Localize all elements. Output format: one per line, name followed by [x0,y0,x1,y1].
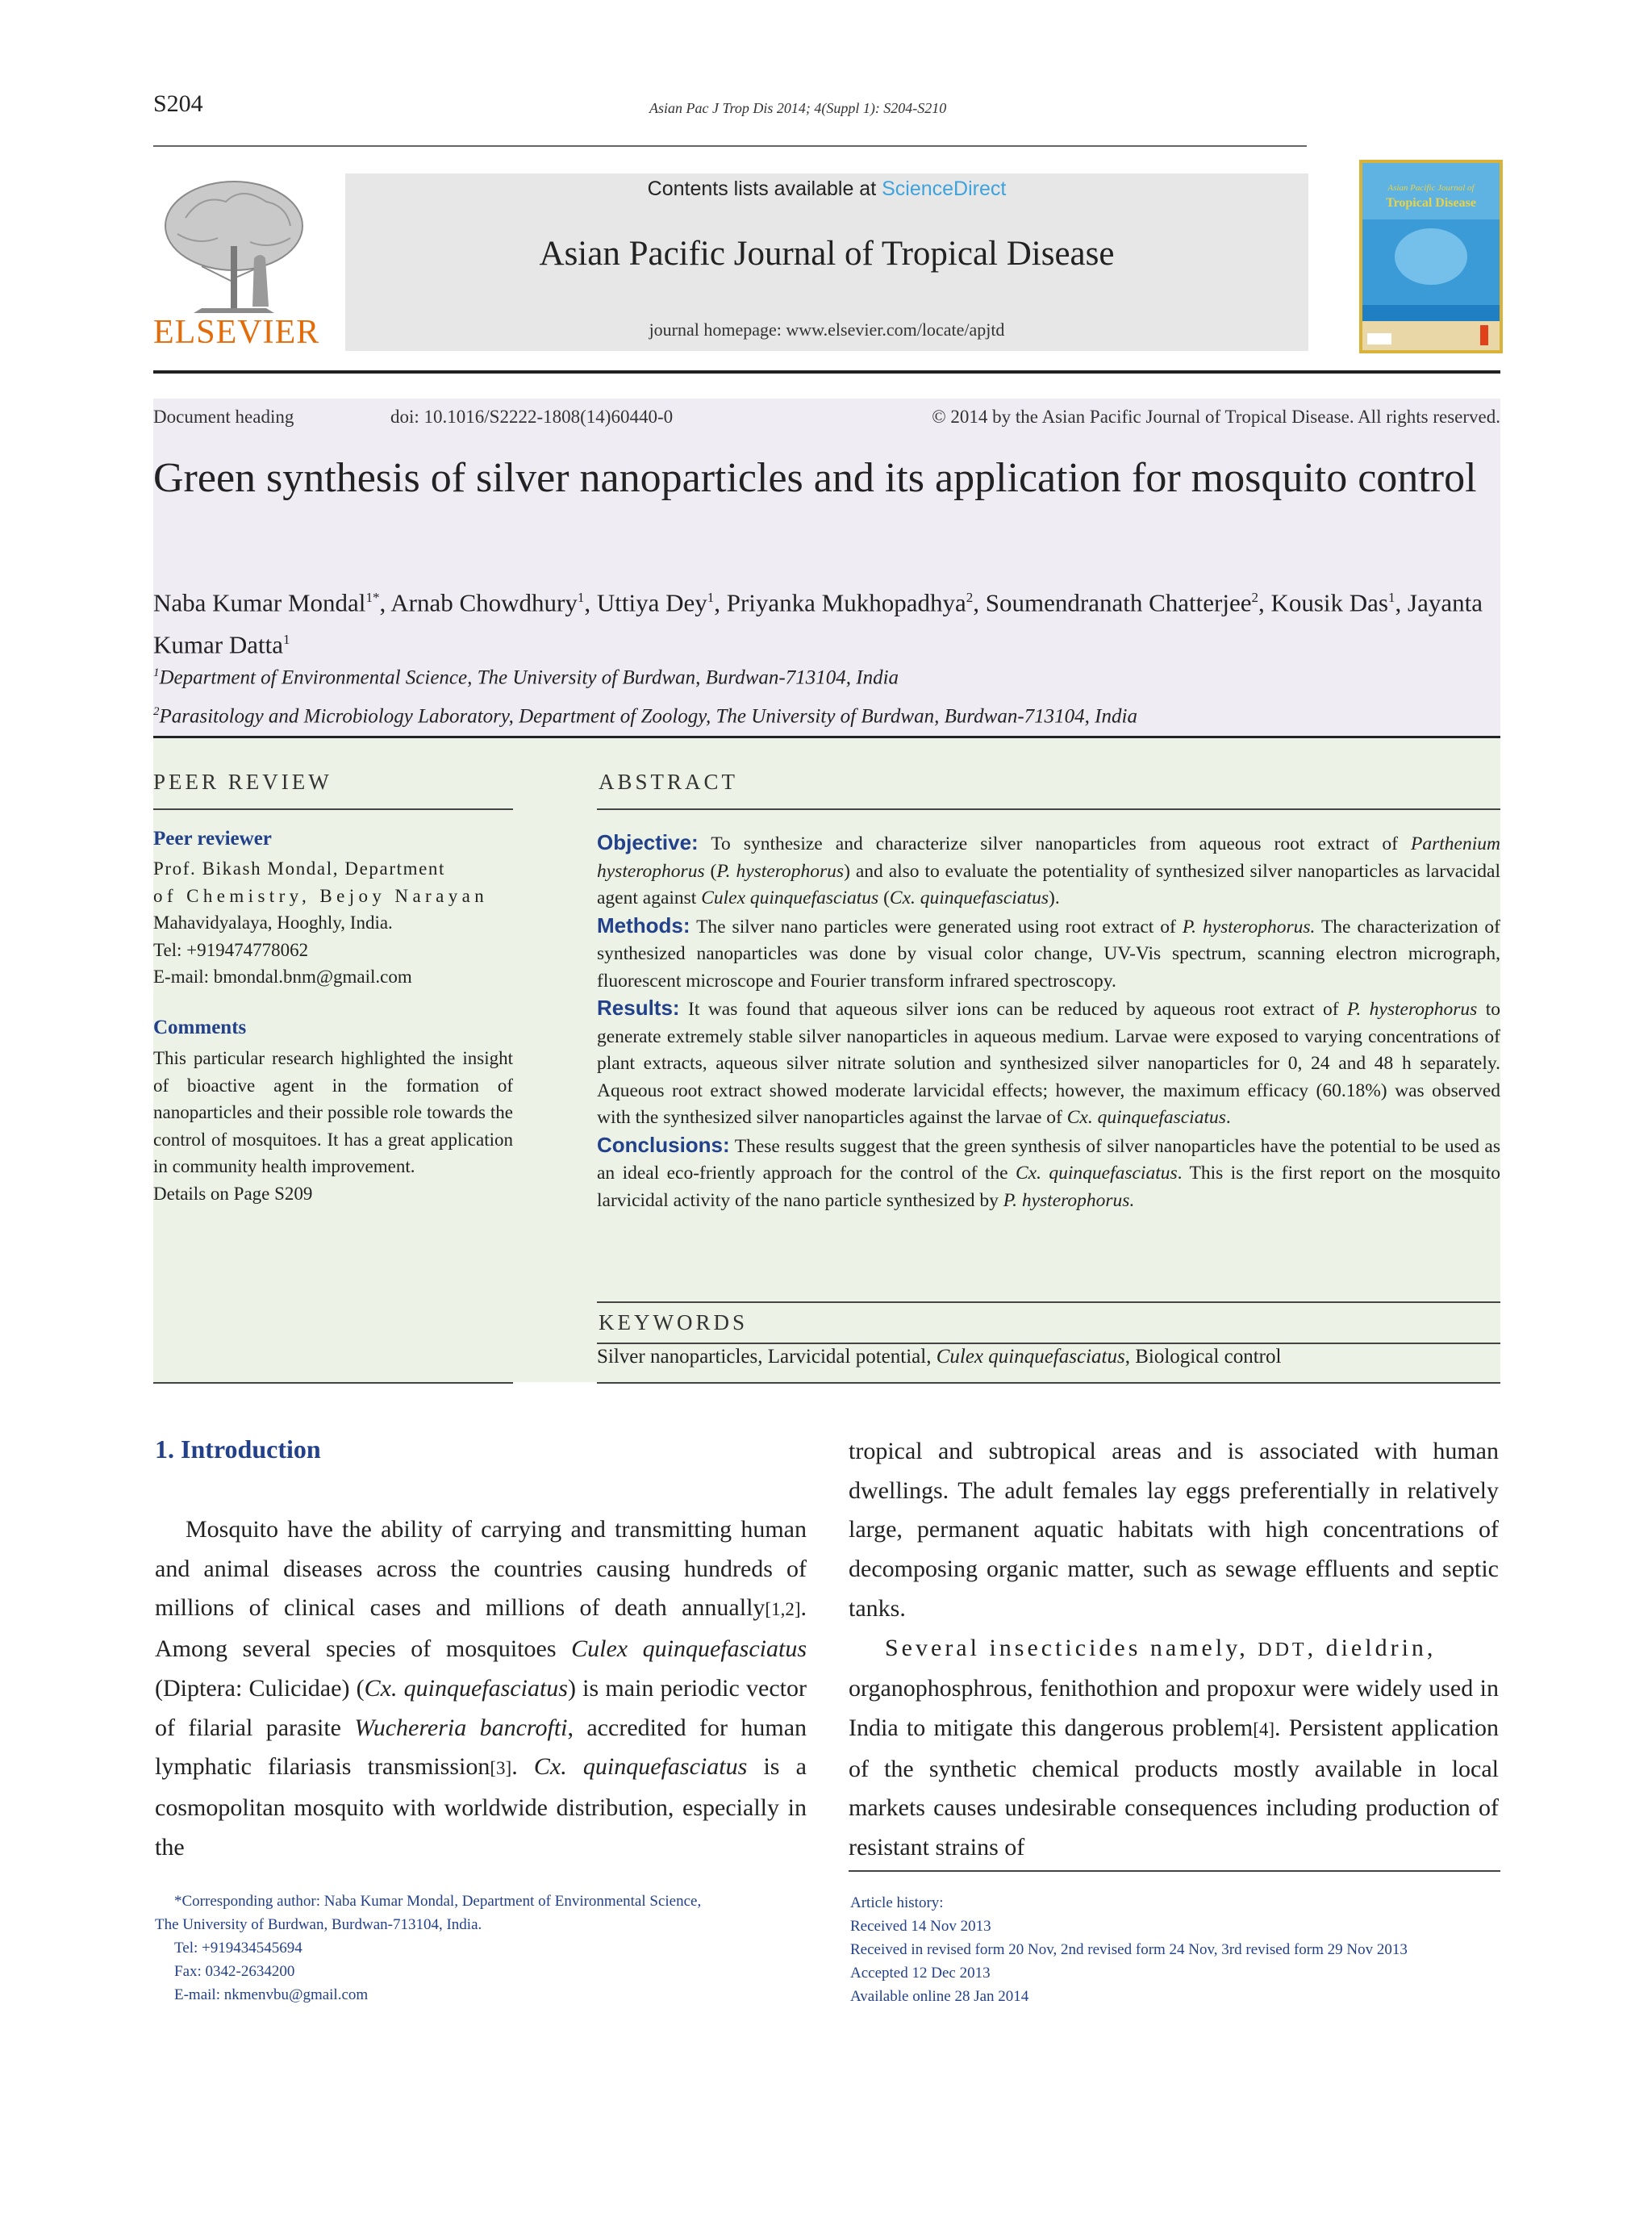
author-name: Arnab Chowdhury [390,588,578,617]
journal-homepage[interactable]: journal homepage: www.elsevier.com/locate/apjtd [649,319,1005,340]
header-rule [153,145,1307,147]
abstract-text [597,829,1500,1214]
journal-cover-image [1359,160,1503,353]
author-affil-mark: 1 [707,590,715,605]
body-text: , accredited for human lymphatic filariasis transmission [155,1714,807,1781]
species-abbr: Cx. quinquefasciatus [533,1753,748,1781]
section-heading-introduction: 1. Introduction [155,1435,321,1464]
history-online: Available online 28 Jan 2014 [850,1988,1029,2005]
author-affil-mark: 1 [577,590,585,605]
corresponding-line: *Corresponding author: Naba Kumar Mondal, Department of Environmental Science, [174,1893,702,1910]
peer-review-rule [153,808,513,810]
body-text: DDT [1258,1639,1308,1660]
citation[interactable]: [4] [1253,1719,1275,1739]
keywords-top-rule [597,1301,1500,1303]
parasite-name: Wuchereria bancrofti [354,1714,568,1741]
peer-review-bottom-rule [153,1382,513,1384]
author-name: Priyanka Mukhopadhya [726,588,966,617]
species-abbr: Cx. quinquefasciatus [1066,1107,1226,1128]
affiliation-text: Department of Environmental Science, The University of Burdwan, Burdwan-713104, India [159,666,899,689]
history-accepted: Accepted 12 Dec 2013 [850,1965,991,1982]
intro-paragraph-2-first-line [849,1629,1499,1670]
author-name: Naba Kumar Mondal [153,588,366,617]
body-text: (Diptera: Culicidae) ( [155,1674,365,1702]
abstract-text-run: to generate extremely stable silver nanoparticles in aqueous medium. Larvae were exposed to varying concentrations of plant extracts, aqueous silver nitrate solution and synthesized silver nanoparticles for 0, 24 and 48 h separately. Aqueous root extract showed moderate larvicidal effects; however, the maximum efficacy (60.18%) was observed with the synthesized silver nanoparticles against the larvae of [597,999,1500,1128]
species-abbr: Cx. quinquefasciatus [1016,1163,1178,1184]
author-name: Soumendranath Chatterjee [985,588,1252,617]
corresponding-author-note [155,1890,807,2007]
corresponding-tel: Tel: +919434545694 [174,1940,302,1957]
author-affil-mark: 1 [1388,590,1395,605]
comments-text [153,1045,513,1207]
body-text: organophosphrous, fenithothion and propoxur were widely used in India to mitigate this dangerous problem [849,1675,1499,1741]
abstract-objective [597,829,1500,913]
affiliation-mark: 2 [153,705,160,718]
author-name: Uttiya Dey [596,588,707,617]
keywords-rule [597,1343,1500,1344]
abstract-results [597,995,1500,1132]
intro-paragraph-2 [849,1669,1499,1868]
copyright: © 2014 by the Asian Pacific Journal of Tropical Disease. All rights reserved. [932,407,1500,427]
abstract-text-run: To synthesize and characterize silver nanoparticles from aqueous root extract of [698,833,1412,854]
body-text: Mosquito have the ability of carrying and transmitting human and animal diseases across the countries causing hundreds of millions of clinical cases and millions of death annually [155,1516,807,1622]
body-text: . Persistent application of the synthetic chemical products mostly available in local markets causes undesirable consequences including production of resistant strains of [849,1714,1499,1861]
abstract-text-run: The characterization of synthesized nanoparticles was done by visual color change, UV-Vis spectrum, scanning electron micrograph, fluorescent microscope and Fourier transform infrared spectroscopy. [597,916,1500,992]
results-heading: Results: [597,996,680,1020]
abstract-label: ABSTRACT [599,770,739,794]
author-name: Kousik Das [1270,588,1388,617]
peer-review-label: PEER REVIEW [153,770,332,794]
species-abbr: P. hysterophorus. [1182,916,1316,938]
author-name: Jayanta Kumar Datta [153,588,1483,659]
author-affil-mark: 1* [365,590,380,605]
citation[interactable]: [1,2] [765,1599,801,1620]
species-abbr: P. hysterophorus. [1003,1189,1135,1211]
objective-heading: Objective: [597,830,699,854]
page-number: S204 [153,90,203,117]
body-text: ) is main periodic vector of filarial parasite [155,1674,807,1741]
keyword-text: , Biological control [1124,1346,1282,1368]
reviewer-email[interactable]: E-mail: bmondal.bnm@gmail.com [153,967,412,987]
document-heading: Document heading [153,407,294,427]
corresponding-email[interactable]: E-mail: nkmenvbu@gmail.com [174,1986,369,2003]
body-column-left [155,1510,807,1867]
history-revised: Received in revised form 20 Nov, 2nd revised form 24 Nov, 3rd revised form 29 Nov 2013 [850,1941,1408,1958]
history-received: Received 14 Nov 2013 [850,1918,991,1935]
affiliation-2 [153,705,1500,728]
body-text: . Among several species of mosquitoes [155,1594,807,1663]
keyword-text: Silver nanoparticles, Larvicidal potential, [597,1346,937,1368]
author-affil-mark: 2 [966,590,974,605]
abstract-text-run: . This is the first report on the mosquito larvicidal activity of the nano particle synthesized by [597,1163,1500,1211]
reviewer-line: Prof. Bikash Mondal, Department [153,858,445,879]
svg-text:Asian Pacific Journal of: Asian Pacific Journal of [1387,183,1475,193]
citation[interactable]: [3] [490,1758,512,1779]
body-text: . [511,1753,534,1781]
footnote-rule [849,1870,1500,1872]
keywords [597,1346,1281,1368]
species-abbr: P. hysterophorus [716,860,845,882]
comments-details: Details on Page S209 [153,1183,313,1204]
reviewer-line: of Chemistry, Bejoy Narayan [153,885,489,906]
affiliation-text: Parasitology and Microbiology Laboratory, Department of Zoology, The University of Burdwan, Burdwan-713104, India [159,705,1137,728]
abstract-text-run: ( [704,860,717,882]
abstract-text-run: The silver nano particles were generated using root extract of [690,916,1183,938]
article-title: Green synthesis of silver nanoparticles and its application for mosquito control [153,455,1477,501]
abstract-text-run: . [1225,1107,1231,1128]
keywords-label: KEYWORDS [599,1310,748,1334]
contents-prefix: Contents lists available at [647,177,882,200]
journal-name: Asian Pacific Journal of Tropical Disease [539,235,1115,273]
methods-heading: Methods: [597,913,690,938]
body-text: Several insecticides namely, [885,1634,1258,1661]
abstract-methods [597,913,1500,996]
svg-text:Tropical Disease: Tropical Disease [1386,196,1476,210]
keyword-species: Culex quinquefasciatus [936,1346,1125,1368]
conclusions-heading: Conclusions: [597,1132,730,1157]
abstract-text-run: These results suggest that the green synthesis of silver nanoparticles have the potential to be used as an ideal eco-friently approach for the control of the [597,1135,1500,1184]
intro-paragraph-1-continued: tropical and subtropical areas and is associated with human dwellings. The adult females lay eggs preferentially in relatively large, permanent aquatic habitats with high concentrations of decomposing organic matter, such as sewage effluents and septic tanks. [849,1438,1499,1622]
banner-rule [153,370,1500,374]
comments-body: This particular research highlighted the insight of bioactive agent in the formation of nanoparticles and their possible role towards the control of mosquitoes. It has a great application in community health improvement. [153,1048,513,1176]
body-column-right [849,1432,1499,1868]
author-affil-mark: 1 [282,632,290,648]
species-name: Culex quinquefasciatus [571,1635,807,1663]
peer-reviewer-heading: Peer reviewer [153,828,272,850]
affiliation-1 [153,666,1500,689]
abstract-text-run: ) and also to evaluate the potentiality of synthesized silver nanoparticles as larvacidal agent against [597,860,1500,908]
peer-reviewer-details [153,855,513,991]
abstract-text-run: ( [878,887,890,908]
corresponding-fax: Fax: 0342-2634200 [174,1963,295,1980]
running-head: Asian Pac J Trop Dis 2014; 4(Suppl 1): S204-S210 [649,100,947,116]
abstract-rule [597,808,1500,810]
elsevier-wordmark: ELSEVIER [153,314,320,351]
species-abbr: Cx. quinquefasciatus [364,1674,568,1702]
author-list: Naba Kumar Mondal$^{1*}$, Arnab Chowdhury$^1$, Uttiya Dey$^1$, Priyanka Mukhopadhya$^2$, Soumendranath Chatterjee$^2$, Kousik Das$^1$, Jayanta Kumar Datta$^1$ [153,588,1483,659]
reviewer-line: Mahavidyalaya, Hooghly, India. [153,913,393,933]
body-text: , dieldrin, [1307,1634,1437,1661]
history-label: Article history: [850,1894,944,1911]
keywords-bottom-rule [597,1382,1500,1384]
species-name: Parthenium hysterophorus [597,833,1500,882]
doi[interactable]: doi: 10.1016/S2222-1808(14)60440-0 [390,407,674,427]
article-history [850,1891,1502,2008]
reviewer-tel: Tel: +919474778062 [153,939,309,960]
abstract-text-run: It was found that aqueous silver ions can be reduced by aqueous root extract of [679,999,1348,1020]
intro-paragraph-1 [155,1510,807,1867]
comments-heading: Comments [153,1017,247,1038]
corresponding-line: The University of Burdwan, Burdwan-713104, India. [155,1916,482,1933]
species-abbr: P. hysterophorus [1347,999,1478,1020]
sciencedirect-link[interactable]: ScienceDirect [882,177,1007,200]
body-text: is a cosmopolitan mosquito with worldwide distribution, especially in the [155,1753,807,1861]
abstract-text-run: ). [1049,887,1060,908]
contents-line [345,177,1308,201]
abstract-conclusions [597,1132,1500,1215]
affiliation-mark: 1 [153,666,160,679]
species-name: Culex quinquefasciatus [701,887,879,908]
author-affil-mark: 2 [1251,590,1258,605]
species-abbr: Cx. quinquefasciatus [889,887,1049,908]
